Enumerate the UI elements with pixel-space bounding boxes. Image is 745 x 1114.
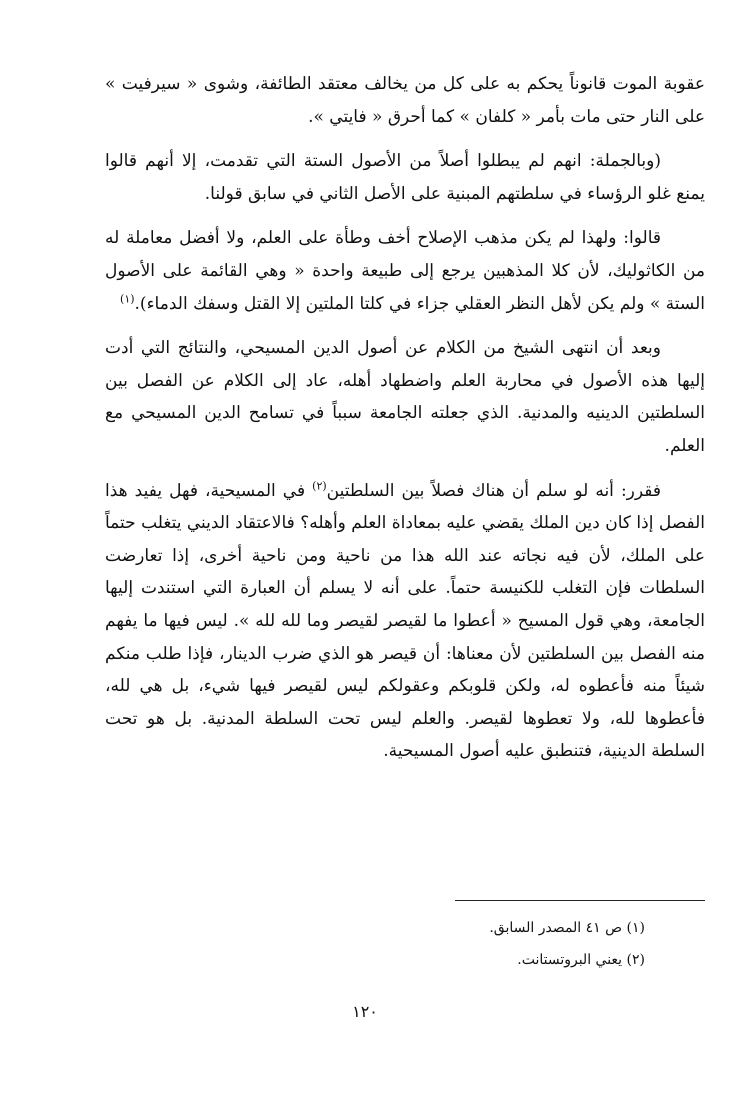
page-number: ١٢٠ xyxy=(352,1002,378,1021)
paragraph-text: وبعد أن انتهى الشيخ من الكلام عن أصول الدين المسيحي، والنتائج التي أدت إليها هذه الأصول في محاربة العلم واضطهاد أهله، عاد إلى الكلام عن الفصل بين السلطتين الدينيه والمدنية. الذي جعلته الجامعة سبباً في تسامح الدين المسيحي مع العلم. xyxy=(105,338,705,456)
paragraph-text: فقرر: أنه لو سلم أن هناك فصلاً بين السلطتين$^{(٢)}$ في المسيحية، فهل يفيد هذا الفصل إذا كان دين الملك يقضي عليه بمعاداة العلم وأهله؟ فالاعتقاد الديني يتغلب حتماً على الملك، لأن فيه نجاته عند الله هذا من ناحية ومن ناحية أخرى، إذا تعارضت السلطات فإن التغلب للكنيسة حتماً. على أنه لا يسلم أن العبارة التي استندت إليها الجامعة، وهي قول المسيح « أعطوا ما لقيصر لقيصر وما لله لله ». ليس فيها ما يفهم منه الفصل بين السلطتين لأن معناها: أن قيصر هو الذي ضرب الدينار، فإذا طلب منكم شيئاً منه فأعطوه له، ولكن قلوبكم وعقولكم ليس لقيصر فيها شيء، بل هي لله، فأعطوها لله، ولا تعطوها لقيصر. والعلم ليس تحت السلطة المدنية. بل هو تحت السلطة الدينية، فتنطبق عليه أصول المسيحية. xyxy=(105,478,705,762)
footnotes xyxy=(195,912,645,976)
footnote-ref-2: (٢) xyxy=(312,478,327,492)
paragraph-4 xyxy=(105,332,705,462)
paragraph-2 xyxy=(105,145,705,210)
paragraph-5 xyxy=(105,475,705,768)
paragraph-text: (وبالجملة: انهم لم يبطلوا أصلاً من الأصول الستة التي تقدمت، إلا أنهم قالوا يمنع غلو الرؤساء في سلطتهم المبنية على الأصل الثاني في سابق قولنا. xyxy=(105,151,705,204)
footnote-divider xyxy=(455,900,705,901)
body-text xyxy=(105,68,705,768)
paragraph-1 xyxy=(105,68,705,133)
footnote-1: (١) ص ٤١ المصدر السابق. xyxy=(489,920,645,936)
paragraph-text: عقوبة الموت قانوناً يحكم به على كل من يخالف معتقد الطائفة، وشوى « سيرفيت » على النار حتى مات بأمر « كلفان » كما أحرق « فايتي ». xyxy=(105,74,705,127)
paragraph-3 xyxy=(105,222,705,320)
footnote-2: (٢) يعني البروتستانت. xyxy=(517,952,645,968)
footnote-ref-1: (١) xyxy=(120,291,135,305)
paragraph-text: قالوا: ولهذا لم يكن مذهب الإصلاح أخف وطأة على العلم، ولا أفضل معاملة له من الكاثوليك، لأن كلا المذهبين يرجع إلى طبيعة واحدة « وهي القائمة على الأصول الستة » ولم يكن لأهل النظر العقلي جزاء في كلتا الملتين إلا القتل وسفك الدماء). xyxy=(105,228,705,314)
